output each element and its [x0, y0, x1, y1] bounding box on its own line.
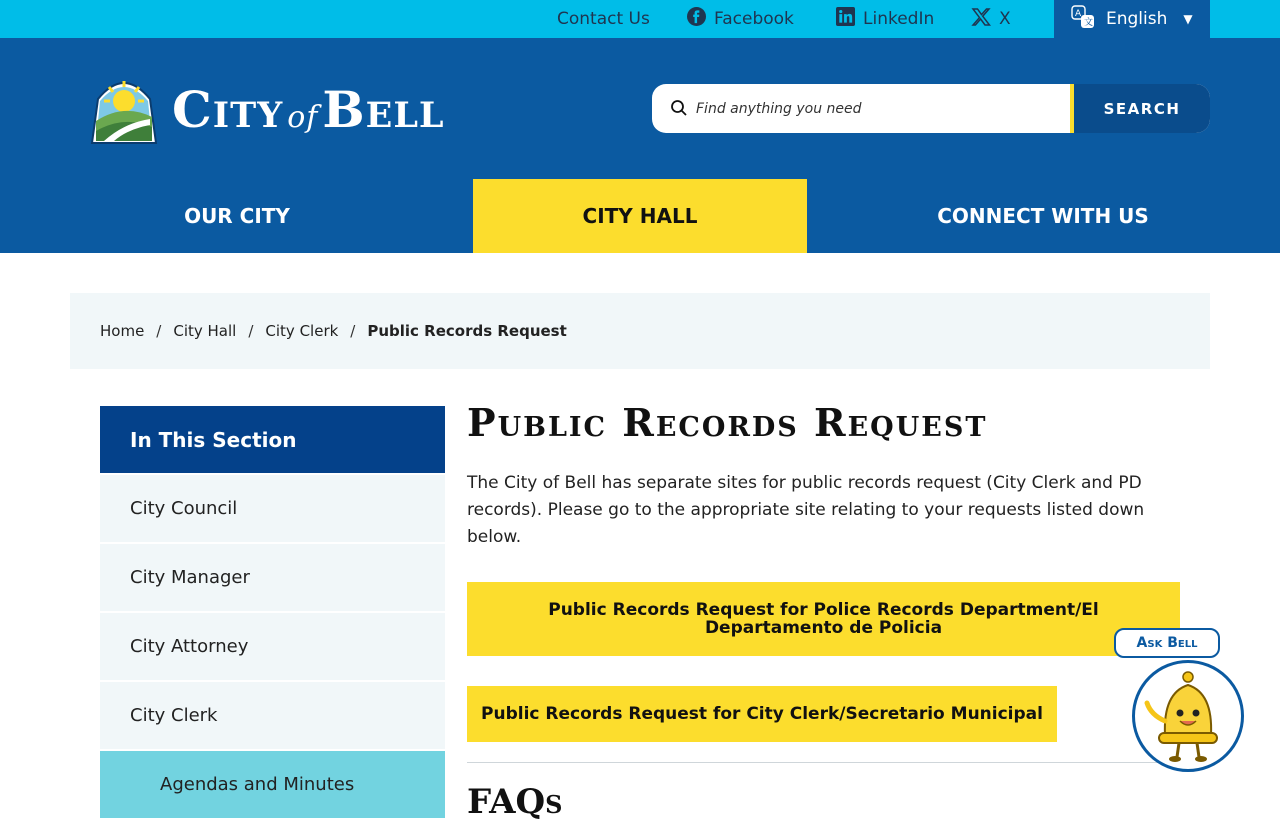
search-icon	[670, 99, 688, 121]
search-bar	[652, 84, 1210, 133]
content-divider	[467, 762, 1180, 763]
faq-heading: FAQs	[467, 782, 563, 822]
language-label: English	[1106, 9, 1168, 29]
ask-bell-label: Ask Bell	[1114, 628, 1220, 658]
sidebar-heading: In This Section	[100, 406, 445, 473]
police-records-request-button[interactable]: Public Records Request for Police Records Department/El Departamento de Policia	[467, 582, 1180, 656]
breadcrumb-city-hall[interactable]: City Hall	[173, 322, 237, 340]
logo-bell-text: Bell	[322, 79, 445, 139]
breadcrumb-separator: /	[350, 322, 356, 340]
breadcrumb-separator: /	[156, 322, 162, 340]
linkedin-link[interactable]	[836, 0, 934, 38]
translate-icon	[1070, 4, 1096, 35]
sidebar-item-city-manager[interactable]: City Manager	[100, 544, 445, 611]
linkedin-icon	[836, 7, 855, 31]
language-selector[interactable]	[1054, 0, 1210, 38]
bell-mascot-icon	[1132, 660, 1244, 772]
utility-bar	[0, 0, 1280, 38]
x-label: X	[999, 9, 1011, 29]
sidebar-item-agendas-and-minutes[interactable]: Agendas and Minutes	[100, 751, 445, 818]
sidebar-item-city-attorney[interactable]: City Attorney	[100, 613, 445, 680]
search-input[interactable]	[696, 84, 1070, 133]
svg-text:A: A	[1075, 8, 1082, 19]
breadcrumb	[70, 293, 1210, 369]
x-link[interactable]	[971, 0, 1011, 38]
breadcrumb-city-clerk[interactable]: City Clerk	[265, 322, 339, 340]
logo-city-text: City	[172, 79, 284, 139]
site-header	[0, 38, 1280, 253]
breadcrumb-home[interactable]: Home	[100, 322, 145, 340]
main-navigation	[0, 179, 1280, 253]
breadcrumb-separator: /	[248, 322, 254, 340]
x-icon	[971, 7, 991, 32]
ask-bell-chat-widget[interactable]	[1112, 626, 1252, 778]
nav-city-hall[interactable]: CITY HALL	[473, 179, 807, 253]
linkedin-label: LinkedIn	[863, 9, 935, 29]
intro-paragraph: The City of Bell has separate sites for public records request (City Clerk and PD records). Please go to the appropriate site relating to your requests listed down below.	[467, 473, 1145, 547]
sidebar-item-city-clerk[interactable]: City Clerk	[100, 682, 445, 749]
logo-emblem-icon	[84, 71, 164, 147]
nav-connect-with-us[interactable]: CONNECT WITH US	[937, 204, 1149, 228]
logo-of-text: of	[287, 99, 319, 135]
facebook-label: Facebook	[714, 9, 794, 29]
facebook-link[interactable]	[687, 0, 794, 38]
svg-text:文: 文	[1084, 17, 1094, 28]
sidebar-item-city-council[interactable]: City Council	[100, 475, 445, 542]
nav-our-city[interactable]: OUR CITY	[184, 204, 290, 228]
contact-us-label: Contact Us	[557, 9, 650, 29]
city-logo[interactable]	[84, 71, 494, 147]
facebook-icon	[687, 7, 706, 31]
contact-us-link[interactable]	[557, 0, 650, 38]
search-button[interactable]: SEARCH	[1070, 84, 1210, 133]
caret-down-icon: ▼	[1183, 12, 1193, 26]
logo-wordmark	[172, 80, 445, 139]
page-title: Public Records Request	[467, 400, 988, 445]
breadcrumb-current: Public Records Request	[367, 322, 567, 340]
section-sidebar	[100, 406, 445, 818]
city-clerk-records-request-button[interactable]: Public Records Request for City Clerk/Secretario Municipal	[467, 686, 1057, 742]
